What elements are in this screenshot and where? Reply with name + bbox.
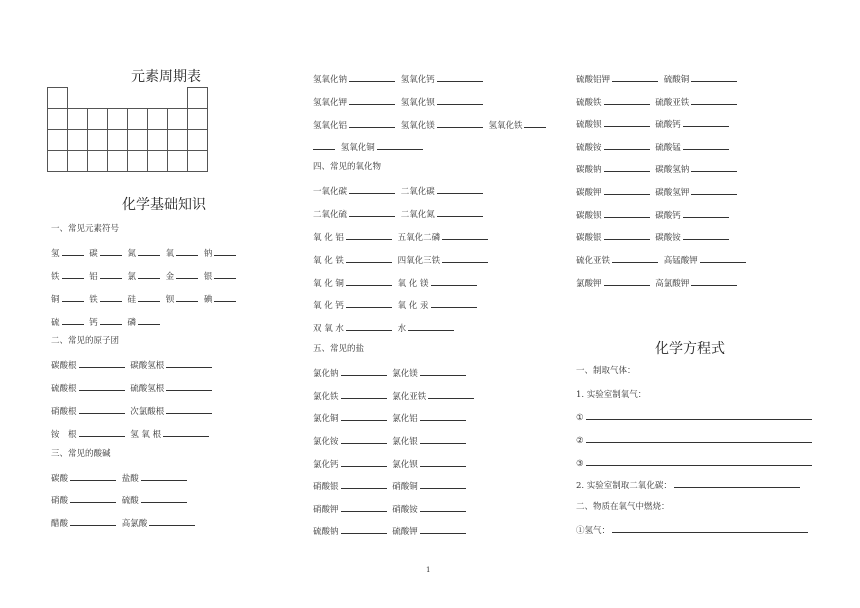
- oxide-label: 氧 化 铜: [313, 279, 344, 289]
- acid-row: [51, 516, 198, 530]
- answer-blank[interactable]: [346, 276, 392, 286]
- salt-label: 硫酸铵: [576, 143, 602, 153]
- acid-label: 硝酸: [51, 496, 69, 506]
- salt-label: 硫酸铜: [663, 75, 690, 85]
- answer-blank[interactable]: [408, 321, 454, 331]
- oxide-label: 五氧化二磷: [397, 233, 441, 243]
- salt-label: 硝酸银: [313, 482, 339, 492]
- element-row: [51, 292, 239, 306]
- salt-label: 碳酸钠: [576, 165, 602, 175]
- answer-blank[interactable]: [604, 117, 650, 127]
- salt-label: 氯化亚铁: [392, 392, 427, 402]
- salt-row: [313, 502, 469, 516]
- answer-blank[interactable]: [431, 276, 477, 286]
- hydroxide-label: 氢氧化钠: [313, 75, 348, 85]
- salt-label: 碳酸氢钠: [655, 165, 690, 175]
- answer-blank[interactable]: [700, 253, 746, 263]
- oxide-label: 水: [397, 324, 407, 334]
- element-label: 钠: [203, 249, 213, 259]
- salt-label: 硫酸铁: [576, 98, 602, 108]
- equation-line: [576, 410, 815, 424]
- answer-blank[interactable]: [612, 72, 658, 82]
- answer-blank[interactable]: [70, 471, 116, 481]
- element-label: 金: [165, 272, 175, 282]
- answer-blank[interactable]: [604, 276, 650, 286]
- acid-label: 高氯酸: [121, 519, 148, 529]
- element-label: 铜: [51, 295, 60, 305]
- answer-blank[interactable]: [442, 253, 488, 263]
- answer-blank[interactable]: [349, 207, 395, 217]
- answer-blank[interactable]: [163, 427, 209, 437]
- answer-blank[interactable]: [431, 298, 477, 308]
- salt-label: 氯化铁: [313, 392, 339, 402]
- salt-label: 碳酸钾: [576, 188, 602, 198]
- salt-label: 高锰酸钾: [663, 256, 698, 266]
- answer-blank[interactable]: [420, 479, 466, 489]
- radical-label: 氢 氧 根: [130, 430, 162, 440]
- answer-blank[interactable]: [604, 95, 650, 105]
- radical-row: [51, 404, 215, 418]
- answer-blank[interactable]: [62, 246, 84, 256]
- answer-blank[interactable]: [79, 358, 125, 368]
- salt-label: 高氯酸钾: [655, 279, 690, 289]
- salt-label: 氯酸钾: [576, 279, 602, 289]
- answer-blank[interactable]: [377, 140, 423, 150]
- oxide-label: 氧 化 钙: [313, 301, 344, 311]
- answer-blank[interactable]: [166, 381, 212, 391]
- salt-label: 氯化钡: [392, 460, 418, 470]
- answer-blank[interactable]: [604, 140, 650, 150]
- salt-row: [313, 457, 469, 471]
- answer-blank[interactable]: [138, 315, 160, 325]
- answer-blank[interactable]: [138, 269, 160, 279]
- answer-blank[interactable]: [691, 185, 737, 195]
- answer-blank[interactable]: [62, 292, 84, 302]
- answer-blank[interactable]: [420, 524, 466, 534]
- acid-label: 硫酸: [121, 496, 139, 506]
- answer-blank[interactable]: [313, 140, 335, 150]
- salt-row: [313, 366, 469, 380]
- salt-label: 硫酸钠: [313, 527, 339, 537]
- acid-label: 醋酸: [51, 519, 69, 529]
- oxide-row: [313, 184, 486, 198]
- answer-blank[interactable]: [691, 95, 737, 105]
- answer-blank[interactable]: [166, 404, 212, 414]
- element-label: 硅: [127, 295, 136, 305]
- periodic-table-grid: [47, 87, 208, 172]
- acid-row: [51, 471, 190, 485]
- oxide-row: [313, 253, 491, 267]
- element-label: 硫: [51, 318, 60, 328]
- element-row: [51, 269, 239, 283]
- answer-blank[interactable]: [683, 230, 729, 240]
- acid-row: [51, 493, 190, 507]
- answer-blank[interactable]: [79, 404, 125, 414]
- answer-blank[interactable]: [138, 246, 160, 256]
- element-label: 氮: [127, 249, 136, 259]
- element-label: 碘: [203, 295, 213, 305]
- element-label: 氧: [165, 249, 175, 259]
- answer-blank[interactable]: [612, 253, 658, 263]
- answer-blank[interactable]: [420, 457, 466, 467]
- salt-label: 碳酸银: [576, 233, 602, 243]
- answer-blank[interactable]: [420, 502, 466, 512]
- acid-label: 盐酸: [121, 474, 139, 484]
- radical-label: 碳酸根: [51, 361, 77, 371]
- hydroxide-label: 氢氧化钙: [400, 75, 435, 85]
- answer-blank[interactable]: [604, 162, 650, 172]
- salt-row: [313, 411, 469, 425]
- circled-number: ②: [576, 436, 584, 446]
- answer-blank[interactable]: [691, 276, 737, 286]
- element-label: 银: [203, 272, 213, 282]
- salt-row: [576, 162, 740, 176]
- hydroxide-label: 氢氧化铁: [488, 121, 523, 131]
- answer-blank[interactable]: [349, 95, 395, 105]
- hydroxide-label: 氢氧化铜: [340, 143, 375, 153]
- radical-label: 硫酸根: [51, 384, 77, 394]
- section-elements-heading: 一、常见元素符号: [51, 224, 120, 234]
- answer-blank[interactable]: [420, 366, 466, 376]
- answer-blank[interactable]: [349, 184, 395, 194]
- answer-blank[interactable]: [79, 427, 125, 437]
- element-label: 钡: [165, 295, 175, 305]
- element-label: 铁: [89, 295, 98, 305]
- answer-blank[interactable]: [349, 118, 395, 128]
- answer-blank[interactable]: [100, 315, 122, 325]
- element-label: 铁: [51, 272, 60, 282]
- answer-blank[interactable]: [437, 118, 483, 128]
- answer-blank[interactable]: [349, 72, 395, 82]
- section-combustion-heading: 二、物质在氧气中燃烧：: [576, 502, 670, 512]
- answer-blank[interactable]: [604, 208, 650, 218]
- answer-blank[interactable]: [683, 117, 729, 127]
- answer-blank[interactable]: [341, 457, 387, 467]
- answer-blank[interactable]: [604, 185, 650, 195]
- answer-blank[interactable]: [586, 410, 812, 420]
- periodic-table-title: 元素周期表: [131, 69, 201, 85]
- oxide-label: 一氧化碳: [313, 187, 348, 197]
- salt-label: 硝酸钾: [313, 505, 339, 515]
- hydroxide-row: [313, 95, 486, 109]
- radical-row: [51, 381, 215, 395]
- hydroxide-row: [313, 140, 426, 154]
- equation-line: [576, 433, 815, 447]
- salt-row: [576, 185, 740, 199]
- radical-label: 碳酸氢根: [130, 361, 165, 371]
- answer-blank[interactable]: [674, 478, 800, 488]
- salt-label: 氯化钠: [313, 369, 339, 379]
- salt-row: [576, 276, 740, 290]
- hydrogen-label: ①氢气：: [576, 526, 611, 536]
- hydroxide-label: 氢氧化镁: [400, 121, 435, 131]
- equation-line: [576, 456, 815, 470]
- radical-label: 次氯酸根: [130, 407, 165, 417]
- salt-label: 氯化铝: [392, 414, 418, 424]
- salt-label: 硫化亚铁: [576, 256, 611, 266]
- oxide-label: 二氧化硫: [313, 210, 348, 220]
- oxide-label: 氧 化 铁: [313, 256, 344, 266]
- salt-label: 硫酸亚铁: [655, 98, 690, 108]
- element-label: 铝: [89, 272, 98, 282]
- radical-label: 硝酸根: [51, 407, 77, 417]
- answer-blank[interactable]: [100, 246, 122, 256]
- salt-label: 硫酸钙: [655, 120, 681, 130]
- salt-label: 硫酸钡: [576, 120, 602, 130]
- hydroxide-label: 氢氧化钾: [313, 98, 348, 108]
- element-label: 氯: [127, 272, 136, 282]
- oxide-row: [313, 230, 491, 244]
- salt-label: 碳酸铵: [655, 233, 681, 243]
- salt-label: 硝酸铜: [392, 482, 418, 492]
- salt-row: [313, 479, 469, 493]
- salt-row: [313, 524, 469, 538]
- element-label: 氢: [51, 249, 60, 259]
- salt-label: 氯化铜: [313, 414, 339, 424]
- salt-row: [576, 208, 732, 222]
- answer-blank[interactable]: [341, 434, 387, 444]
- section-radicals-heading: 二、常见的原子团: [51, 336, 120, 346]
- periodic-cell: [188, 88, 208, 109]
- answer-blank[interactable]: [176, 269, 198, 279]
- element-row: [51, 315, 163, 329]
- answer-blank[interactable]: [437, 184, 483, 194]
- section-gas-heading: 一、制取气体：: [576, 366, 636, 376]
- salt-label: 硫酸锰: [655, 143, 681, 153]
- answer-blank[interactable]: [141, 471, 187, 481]
- salt-label: 氯化银: [392, 437, 418, 447]
- oxide-label: 二氧化氮: [400, 210, 435, 220]
- answer-blank[interactable]: [341, 411, 387, 421]
- answer-blank[interactable]: [586, 433, 812, 443]
- salt-row: [576, 230, 732, 244]
- answer-blank[interactable]: [420, 411, 466, 421]
- answer-blank[interactable]: [341, 479, 387, 489]
- answer-blank[interactable]: [604, 230, 650, 240]
- answer-blank[interactable]: [341, 524, 387, 534]
- oxide-label: 二氧化碳: [400, 187, 435, 197]
- basics-title: 化学基础知识: [122, 197, 206, 213]
- answer-blank[interactable]: [176, 292, 198, 302]
- answer-blank[interactable]: [691, 72, 737, 82]
- hydroxide-row: [313, 72, 486, 86]
- co2-prep-label: 2. 实验室制取二氧化碳：: [576, 481, 672, 491]
- equation-line: [576, 478, 803, 492]
- hydroxide-row: [313, 118, 549, 132]
- salt-label: 硝酸铵: [392, 505, 418, 515]
- radical-row: [51, 427, 212, 441]
- section-oxides-heading: 四、常见的氧化物: [313, 162, 382, 172]
- salt-label: 硫酸铝钾: [576, 75, 611, 85]
- answer-blank[interactable]: [62, 315, 84, 325]
- hydroxide-label: 氢氧化钡: [400, 98, 435, 108]
- circled-number: ③: [576, 459, 584, 469]
- answer-blank[interactable]: [420, 434, 466, 444]
- answer-blank[interactable]: [70, 516, 116, 526]
- salt-row: [576, 253, 749, 267]
- periodic-cell: [48, 88, 68, 109]
- answer-blank[interactable]: [346, 321, 392, 331]
- equation-line: [576, 523, 811, 537]
- acid-label: 碳酸: [51, 474, 69, 484]
- salt-label: 氯化镁: [392, 369, 418, 379]
- answer-blank[interactable]: [214, 269, 236, 279]
- answer-blank[interactable]: [612, 523, 808, 533]
- answer-blank[interactable]: [437, 207, 483, 217]
- answer-blank[interactable]: [100, 269, 122, 279]
- circled-number: ①: [576, 413, 584, 423]
- answer-blank[interactable]: [70, 493, 116, 503]
- salt-row: [576, 72, 740, 86]
- answer-blank[interactable]: [346, 298, 392, 308]
- answer-blank[interactable]: [437, 72, 483, 82]
- answer-blank[interactable]: [214, 292, 236, 302]
- salt-row: [313, 434, 469, 448]
- page-number: 1: [426, 566, 431, 574]
- salt-row: [576, 95, 740, 109]
- answer-blank[interactable]: [346, 253, 392, 263]
- oxide-label: 氧 化 铝: [313, 233, 344, 243]
- element-label: 磷: [127, 318, 136, 328]
- salt-label: 碳酸氢钾: [655, 188, 690, 198]
- oxide-row: [313, 321, 457, 335]
- hydroxide-label: 氢氧化铝: [313, 121, 348, 131]
- salt-row: [313, 389, 477, 403]
- salt-label: 碳酸钡: [576, 211, 602, 221]
- oxide-label: 氧 化 汞: [397, 301, 429, 311]
- answer-blank[interactable]: [586, 456, 812, 466]
- answer-blank[interactable]: [346, 230, 392, 240]
- oxide-row: [313, 298, 480, 312]
- element-label: 碳: [89, 249, 98, 259]
- section-acids-heading: 三、常见的酸碱: [51, 449, 111, 459]
- answer-blank[interactable]: [149, 516, 195, 526]
- answer-blank[interactable]: [141, 493, 187, 503]
- section-salts-heading: 五、常见的盐: [313, 344, 365, 354]
- oxide-row: [313, 276, 480, 290]
- salt-label: 碳酸钙: [655, 211, 681, 221]
- radical-label: 铵 根: [51, 430, 77, 440]
- answer-blank[interactable]: [683, 140, 729, 150]
- answer-blank[interactable]: [214, 246, 236, 256]
- answer-blank[interactable]: [691, 162, 737, 172]
- salt-row: [576, 117, 732, 131]
- salt-row: [576, 140, 732, 154]
- answer-blank[interactable]: [176, 246, 198, 256]
- radical-label: 硫酸氢根: [130, 384, 165, 394]
- answer-blank[interactable]: [442, 230, 488, 240]
- salt-label: 硫酸钾: [392, 527, 418, 537]
- answer-blank[interactable]: [437, 95, 483, 105]
- answer-blank[interactable]: [524, 118, 546, 128]
- oxide-label: 氧 化 镁: [397, 279, 429, 289]
- answer-blank[interactable]: [428, 389, 474, 399]
- salt-label: 氯化钙: [313, 460, 339, 470]
- element-label: 钙: [89, 318, 98, 328]
- oxide-label: 四氧化三铁: [397, 256, 441, 266]
- element-row: [51, 246, 239, 260]
- answer-blank[interactable]: [341, 389, 387, 399]
- oxide-row: [313, 207, 486, 221]
- salt-label: 氯化铵: [313, 437, 339, 447]
- answer-blank[interactable]: [341, 366, 387, 376]
- answer-blank[interactable]: [341, 502, 387, 512]
- oxide-label: 双 氧 水: [313, 324, 344, 334]
- answer-blank[interactable]: [138, 292, 160, 302]
- answer-blank[interactable]: [79, 381, 125, 391]
- answer-blank[interactable]: [62, 269, 84, 279]
- answer-blank[interactable]: [166, 358, 212, 368]
- oxygen-prep-label: 1. 实验室制氧气：: [576, 390, 647, 400]
- answer-blank[interactable]: [683, 208, 729, 218]
- radical-row: [51, 358, 215, 372]
- answer-blank[interactable]: [100, 292, 122, 302]
- equations-title: 化学方程式: [655, 341, 725, 357]
